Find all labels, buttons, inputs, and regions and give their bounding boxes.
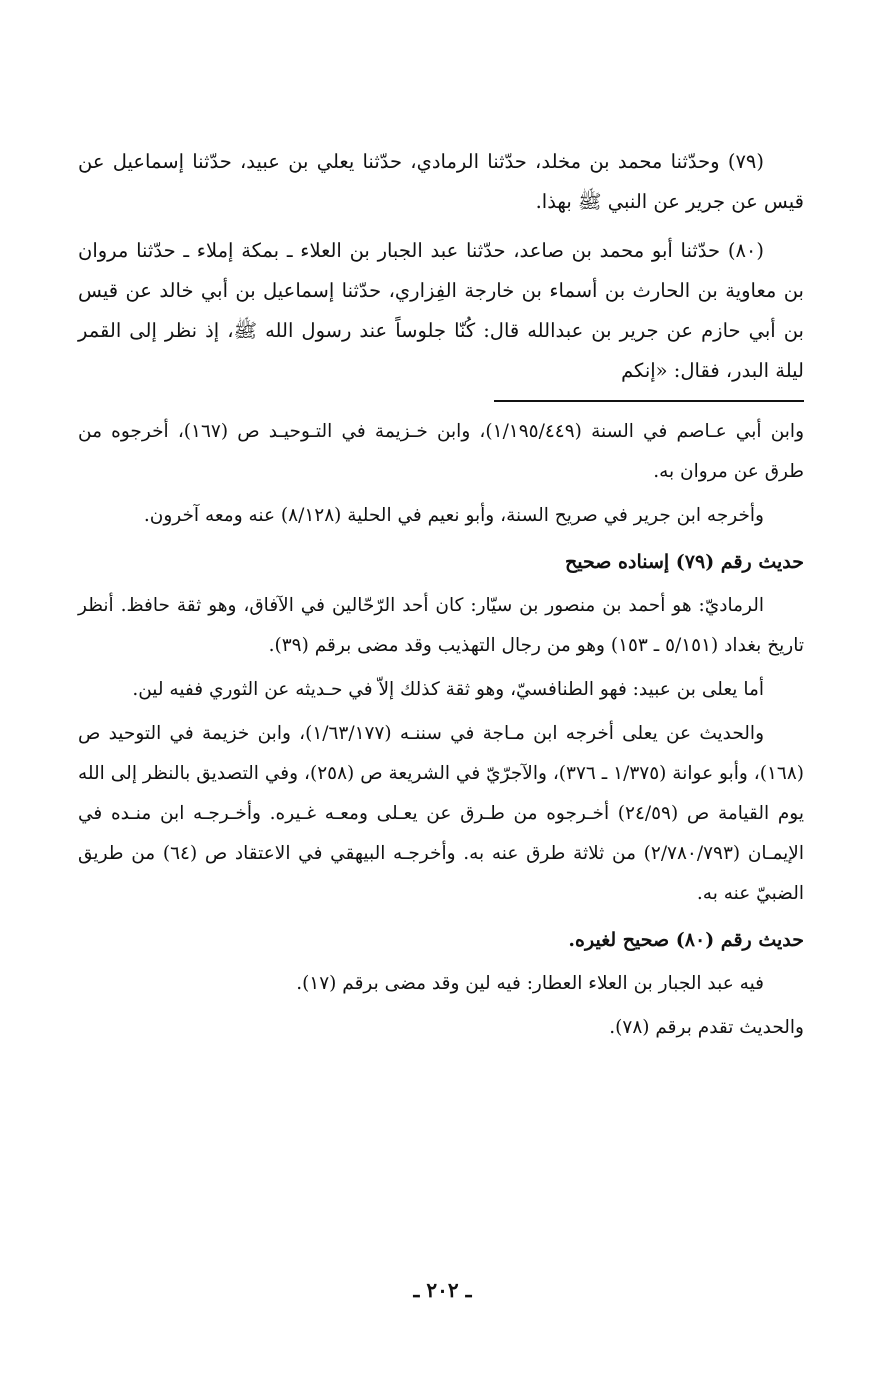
footnote-paragraph: وابن أبي عـاصم في السنة (١/١٩٥/٤٤٩)، وابن خـزيمة في التـوحيـد ص (١٦٧)، أخرجوه من طرق عن مروان به.: [78, 421, 805, 482]
main-text: [78, 142, 804, 391]
footnote-paragraph: الرماديّ: هو أحمد بن منصور بن سيّار: كان أحد الرّحّالين في الآفاق، وهو ثقة حافظ. أنظر تاريخ بغداد (٥/١٥١ ـ ١٥٣) وهو من رجال التهذيب وقد مضى برقم (٣٩).: [78, 595, 804, 656]
hadith-79-paragraph: (٧٩) وحدّثنا محمد بن مخلد، حدّثنا الرمادي، حدّثنا يعلي بن عبيد، حدّثنا إسماعيل عن قيس عن جرير عن النبي ﷺ بهذا.: [78, 150, 804, 213]
footnote-paragraph: أما يعلى بن عبيد: فهو الطنافسيّ، وهو ثقة كذلك إلاّ في حـديثه عن الثوري ففيه لين.: [132, 679, 764, 700]
hadith-79-heading: حديث رقم (٧٩) إسناده صحيح: [565, 551, 804, 573]
page-body: [78, 142, 804, 1052]
footnote-separator: [494, 400, 804, 402]
footnote-paragraph: والحديث تقدم برقم (٧٨).: [609, 1017, 804, 1038]
page-number: ـ ٢٠٢ ـ: [413, 1278, 472, 1302]
hadith-80-heading: حديث رقم (٨٠) صحيح لغيره.: [568, 929, 804, 951]
footnote-paragraph: وأخرجه ابن جرير في صريح السنة، وأبو نعيم في الحلية (٨/١٢٨) عنه ومعه آخرون.: [143, 505, 764, 526]
footnote-paragraph: والحديث عن يعلى أخرجه ابن مـاجة في سننـه (١/٦٣/١٧٧)، وابن خزيمة في التوحيد ص (١٦٨)، وأبو عوانة (١/٣٧٥ ـ ٣٧٦)، والآجرّيّ في الشريعة ص (٢٥٨)، وفي التصديق بالنظر إلى الله يوم القيامة ص (٢٤/٥٩) أخـرجوه من طـرق عن يعـلى ومعـه غـيره. وأخـرجـه ابن منـده في الإيمـان (٢/٧٨٠/٧٩٣) من ثلاثة طرق عنه به. وأخرجـه البيهقي في الاعتقاد ص (٦٤) من طريق الضبيّ عنه به.: [78, 723, 805, 904]
footnote-paragraph: فيه عبد الجبار بن العلاء العطار: فيه لين وقد مضى برقم (١٧).: [296, 973, 764, 994]
hadith-80-paragraph: (٨٠) حدّثنا أبو محمد بن صاعد، حدّثنا عبد الجبار بن العلاء ـ بمكة إملاء ـ حدّثنا مروان بن معاوية بن الحارث بن أسماء بن خارجة الفِزاري، حدّثنا إسماعيل بن أبي خالد عن قيس بن أبي حازم عن جرير بن عبدالله قال: كُنّا جلوساً عند رسول الله ﷺ، إذ نظر إلى القمر ليلة البدر، فقال: «إنكم: [78, 239, 804, 382]
footnotes: [78, 412, 804, 1048]
